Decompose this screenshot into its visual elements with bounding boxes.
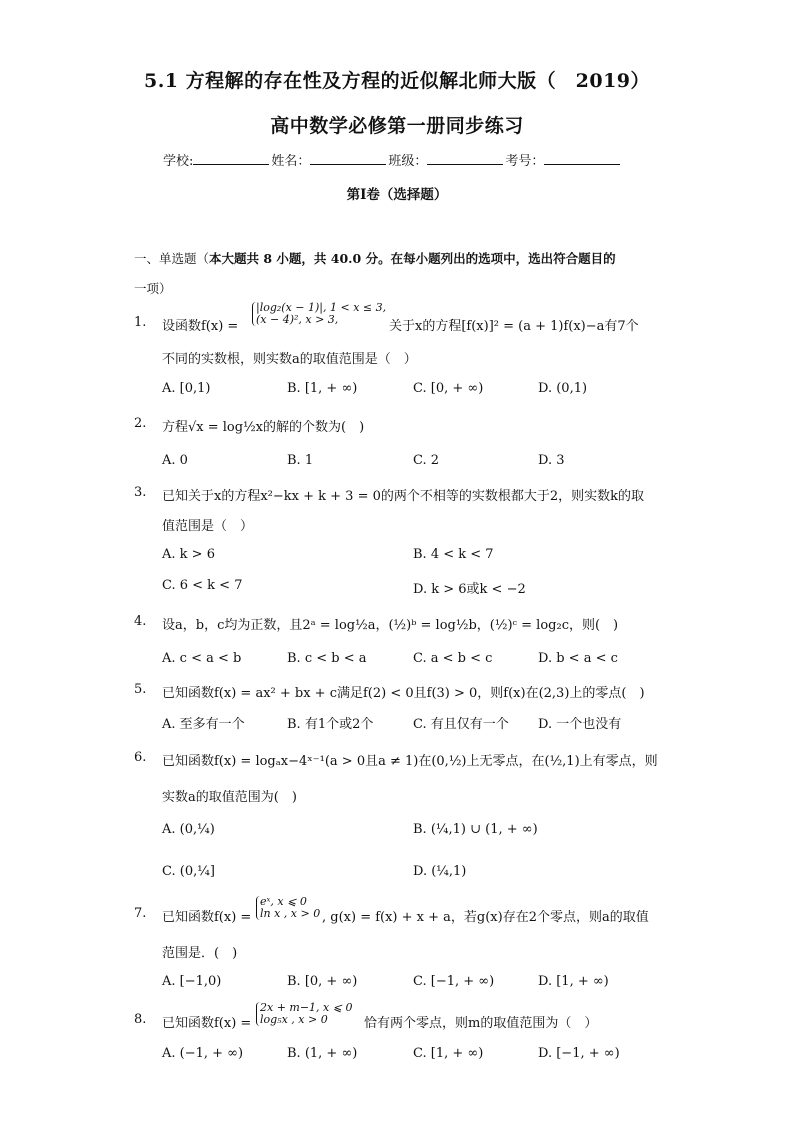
- question-stem: 设a，b，c均为正数，且2ᵃ = log½a，(½)ᵇ = log½b，(½)ᶜ = log₂c，则( ): [162, 618, 619, 633]
- option-d[interactable]: D. [1, + ∞): [538, 974, 609, 989]
- piece-top: |log₂(x − 1)|, 1 < x ≤ 3,: [256, 301, 387, 314]
- instructions: [134, 244, 664, 304]
- option-c[interactable]: C. 6 < k < 7: [162, 578, 243, 593]
- question-stem-a: 已知函数f(x) =: [162, 1016, 252, 1031]
- school-field[interactable]: [193, 152, 269, 165]
- question-stem-a: 设函数f(x) =: [162, 319, 239, 334]
- name-label: 姓名：: [271, 154, 311, 169]
- school-label: 学校:: [163, 154, 194, 169]
- option-b[interactable]: B. [0, + ∞): [287, 974, 358, 989]
- option-b[interactable]: B. (1, + ∞): [287, 1046, 358, 1061]
- piece-bottom: log₅x , x > 0: [260, 1013, 328, 1026]
- option-c[interactable]: C. 2: [413, 453, 440, 468]
- option-b[interactable]: B. 1: [287, 453, 314, 468]
- option-c[interactable]: C. a < b < c: [413, 651, 493, 666]
- instructions-prefix: 一、单选题（: [134, 251, 210, 266]
- class-label: 班级：: [388, 154, 428, 169]
- option-b[interactable]: B. 有1个或2个: [287, 717, 374, 732]
- instructions-bold: 本大题共 8 小题，共 40.0 分。在每小题列出的选项中，选出符合题目的: [209, 251, 616, 266]
- name-field[interactable]: [310, 152, 386, 165]
- option-a[interactable]: A. c < a < b: [162, 651, 242, 666]
- id-field[interactable]: [544, 152, 620, 165]
- question-number: 4.: [134, 614, 147, 629]
- question-stem-line2: 值范围是（ ）: [162, 519, 254, 534]
- question-number: 2.: [134, 416, 147, 431]
- option-d[interactable]: D. k > 6或k < −2: [413, 582, 526, 597]
- option-d[interactable]: D. (0,1): [538, 381, 588, 396]
- option-b[interactable]: B. (¼,1) ∪ (1, + ∞): [413, 822, 538, 837]
- piece-top: 2x + m−1, x ⩽ 0: [260, 1001, 353, 1014]
- option-a[interactable]: A. [−1,0): [162, 974, 222, 989]
- option-b[interactable]: B. 4 < k < 7: [413, 547, 494, 562]
- option-c[interactable]: C. (0,¼]: [162, 864, 215, 879]
- piece-bottom: ln x , x > 0: [260, 907, 321, 920]
- question-number: 3.: [134, 485, 147, 500]
- option-d[interactable]: D. 3: [538, 453, 565, 468]
- id-label: 考号：: [505, 154, 545, 169]
- option-b[interactable]: B. [1, + ∞): [287, 381, 358, 396]
- question-stem-line2: 不同的实数根，则实数a的取值范围是（ ）: [162, 352, 417, 367]
- piece-top: eˣ, x ⩽ 0: [260, 895, 307, 908]
- class-field[interactable]: [427, 152, 503, 165]
- question-stem: 已知关于x的方程x²−kx + k + 3 = 0的两个不相等的实数根都大于2，则实数k的取: [162, 489, 645, 504]
- question-stem-line2: 范围是．( ): [162, 946, 238, 961]
- question-number: 6.: [134, 750, 147, 765]
- option-a[interactable]: A. 至多有一个: [162, 717, 245, 732]
- option-c[interactable]: C. [1, + ∞): [413, 1046, 484, 1061]
- option-d[interactable]: D. [−1, + ∞): [538, 1046, 620, 1061]
- option-b[interactable]: B. c < b < a: [287, 651, 367, 666]
- question-stem-b: 恰有两个零点，则m的取值范围为（ ）: [364, 1016, 598, 1031]
- option-d[interactable]: D. b < a < c: [538, 651, 618, 666]
- question-number: 5.: [134, 682, 147, 697]
- option-a[interactable]: A. (−1, + ∞): [162, 1046, 244, 1061]
- student-info-row: [163, 150, 683, 169]
- question-stem-a: 已知函数f(x) =: [162, 910, 252, 925]
- question-stem: 已知函数f(x) = logₐx−4ˣ⁻¹(a > 0且a ≠ 1)在(0,½)上无零点，在(½,1)上有零点，则: [162, 754, 658, 769]
- option-c[interactable]: C. [−1, + ∞): [413, 974, 495, 989]
- option-d[interactable]: D. (¼,1): [413, 864, 467, 879]
- question-stem-b: 关于x的方程[f(x)]² = (a + 1)f(x)−a有7个: [389, 319, 639, 334]
- page-title: 5.1 方程解的存在性及方程的近似解北师大版（ 2019）: [143, 70, 651, 92]
- question-number: 1.: [134, 315, 147, 330]
- question-stem-line2: 实数a的取值范围为( ): [162, 790, 297, 805]
- piecewise-brace: [256, 1002, 352, 1026]
- option-a[interactable]: A. (0,¼): [162, 822, 215, 837]
- option-a[interactable]: A. 0: [162, 453, 188, 468]
- piecewise-brace: [256, 896, 320, 920]
- question-stem-b: , g(x) = f(x) + x + a，若g(x)存在2个零点，则a的取值: [322, 910, 649, 925]
- question-number: 8.: [134, 1012, 147, 1027]
- piece-bottom: (x − 4)², x > 3,: [256, 313, 339, 326]
- option-c[interactable]: C. 有且仅有一个: [413, 717, 509, 732]
- question-number: 7.: [134, 906, 147, 921]
- section-title: 第Ⅰ卷（选择题）: [346, 187, 448, 203]
- option-c[interactable]: C. [0, + ∞): [413, 381, 484, 396]
- instructions-suffix: 一项）: [134, 281, 172, 296]
- piecewise-brace: [252, 302, 386, 326]
- question-stem: 方程√x = log½x的解的个数为( ): [162, 420, 365, 435]
- option-d[interactable]: D. 一个也没有: [538, 717, 622, 732]
- question-stem: 已知函数f(x) = ax² + bx + c满足f(2) < 0且f(3) > 0，则f(x)在(2,3)上的零点( ): [162, 686, 645, 701]
- option-a[interactable]: A. [0,1): [162, 381, 211, 396]
- page-subtitle: 高中数学必修第一册同步练习: [270, 115, 524, 137]
- option-a[interactable]: A. k > 6: [162, 547, 215, 562]
